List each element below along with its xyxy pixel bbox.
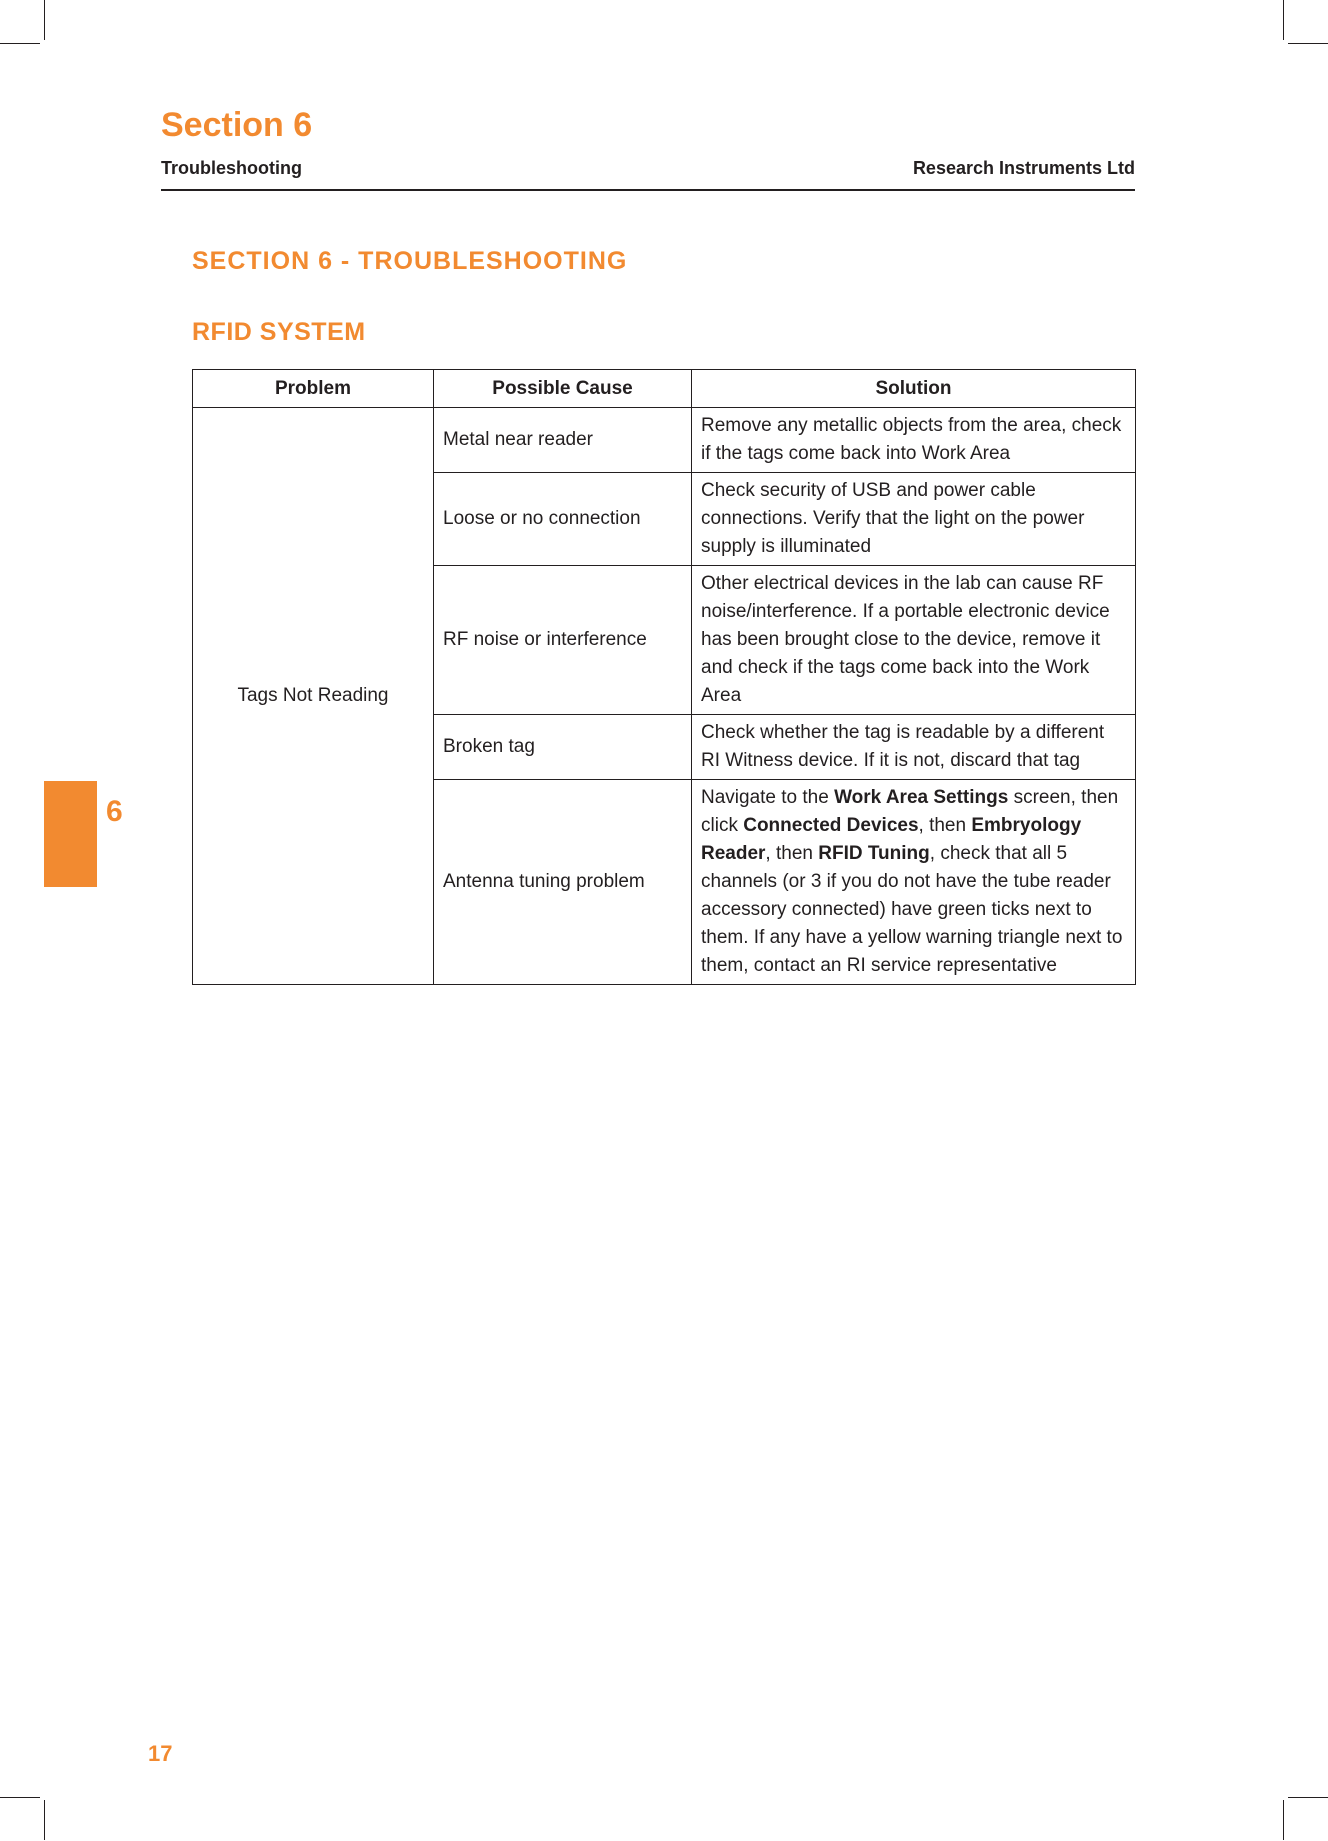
- solution-cell: [692, 780, 1136, 985]
- cause-cell: Antenna tuning problem: [434, 780, 692, 985]
- table-row: [193, 408, 1136, 473]
- solution-text: , then: [918, 815, 972, 836]
- solution-cell: Check security of USB and power cable connections. Verify that the light on the power supply is illuminated: [692, 473, 1136, 566]
- crop-mark: [0, 43, 40, 44]
- solution-text: screen, then click: [701, 787, 1119, 836]
- troubleshooting-table: [192, 369, 1136, 985]
- header-chapter: Troubleshooting: [161, 158, 302, 178]
- solution-cell: Remove any metallic objects from the area, check if the tags come back into Work Area: [692, 408, 1136, 473]
- ui-reference: Embryology Reader: [701, 815, 1082, 864]
- cause-cell: Metal near reader: [434, 408, 692, 473]
- solution-text: , then: [765, 843, 819, 864]
- ui-reference: Work Area Settings: [834, 787, 1009, 808]
- subsection-heading: RFID SYSTEM: [192, 318, 366, 346]
- crop-mark: [1288, 43, 1328, 44]
- cause-cell: RF noise or interference: [434, 566, 692, 715]
- ui-reference: Connected Devices: [743, 815, 919, 836]
- crop-mark: [1283, 0, 1284, 40]
- column-header: Possible Cause: [434, 370, 692, 408]
- crop-mark: [1288, 1797, 1328, 1798]
- page-heading: SECTION 6 - TROUBLESHOOTING: [192, 247, 628, 275]
- table-header-row: [193, 370, 1136, 408]
- solution-cell: Other electrical devices in the lab can cause RF noise/interference. If a portable electronic device has been brought close to the device, remove it and check if the tags come back into the Work Area: [692, 566, 1136, 715]
- header-company: Research Instruments Ltd: [912, 158, 1135, 178]
- solution-text: Navigate to the: [701, 787, 835, 808]
- solution-text: , check that all 5 channels (or 3 if you do not have the tube reader accessory connected) have green ticks next to them. If any have a yellow warning triangle next to them, contact an RI service representative: [701, 843, 1123, 976]
- section-tab-number: 6: [106, 795, 123, 828]
- crop-mark: [0, 1797, 40, 1798]
- crop-mark: [44, 1800, 45, 1840]
- crop-mark: [44, 0, 45, 40]
- section-title: Section 6: [161, 106, 313, 144]
- ui-reference: RFID Tuning: [818, 843, 930, 864]
- cause-cell: Loose or no connection: [434, 473, 692, 566]
- header-divider: [161, 189, 1135, 191]
- cause-cell: Broken tag: [434, 715, 692, 780]
- solution-cell: Check whether the tag is readable by a different RI Witness device. If it is not, discard that tag: [692, 715, 1136, 780]
- crop-mark: [1283, 1800, 1284, 1840]
- column-header: Solution: [692, 370, 1136, 408]
- page-number: 17: [148, 1741, 173, 1766]
- section-tab: [44, 781, 97, 887]
- problem-cell: Tags Not Reading: [193, 408, 434, 985]
- column-header: Problem: [193, 370, 434, 408]
